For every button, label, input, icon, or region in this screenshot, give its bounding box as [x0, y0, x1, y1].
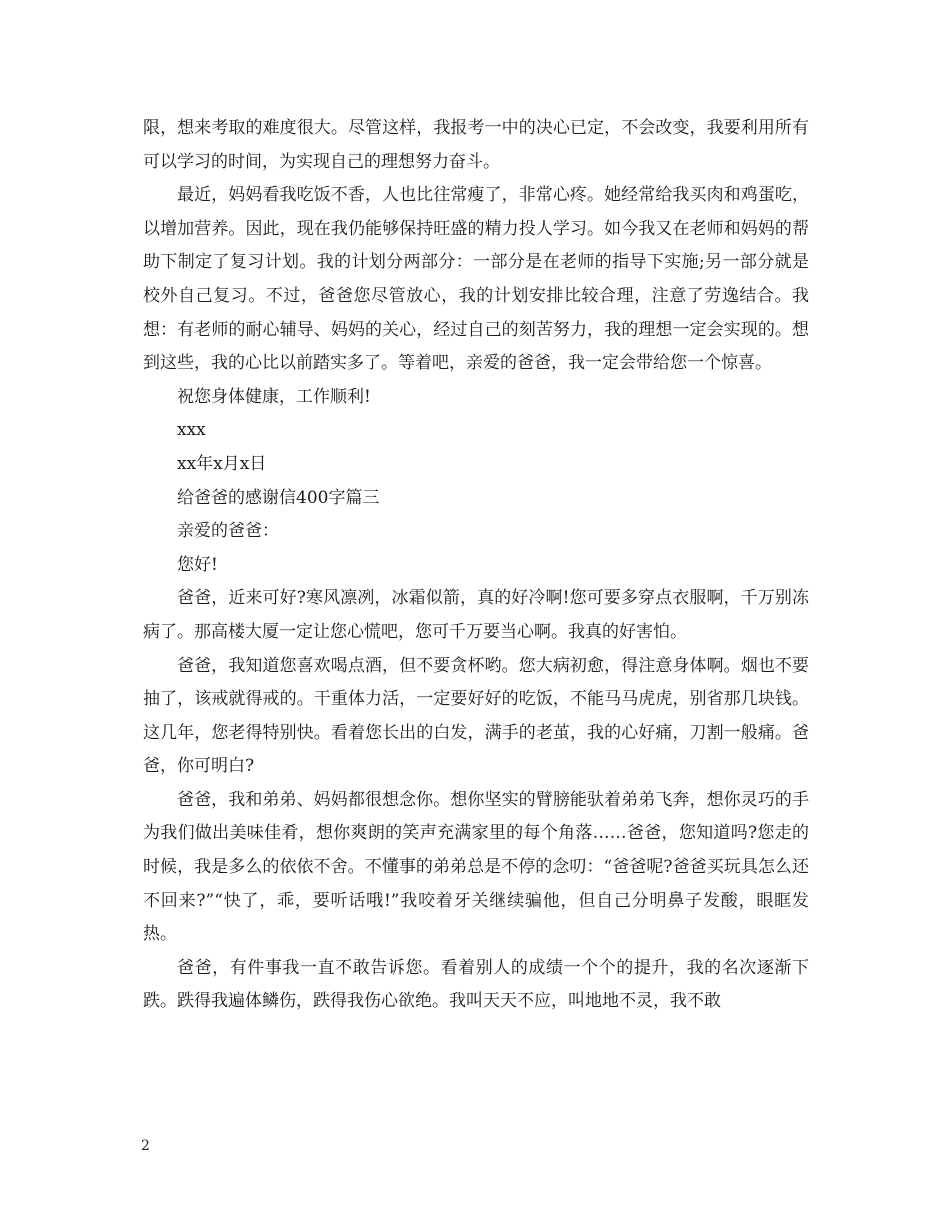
greeting: 您好!: [177, 554, 218, 575]
paragraph-confession: 爸爸，有件事我一直不敢告诉您。看着别人的成绩一个个的提升，我的名次逐渐下跌。跌得我遍体鳞伤，跌得我伤心欲绝。我叫天天不应，叫地地不灵，我不敢: [143, 957, 809, 1012]
section-title: 给爸爸的感谢信400字篇三: [177, 487, 380, 508]
closing-wish: 祝您身体健康，工作顺利!: [177, 386, 371, 407]
signature-name: xxx: [177, 420, 206, 441]
paragraph-mother-care: 最近，妈妈看我吃饭不香，人也比往常瘦了，非常心疼。她经常给我买肉和鸡蛋吃，以增加营养。因此，现在我仍能够保持旺盛的精力投人学习。如今我又在老师和妈妈的帮助下制定了复习计划。我的计划分两部分：一部分是在老师的指导下实施;另一部分就是校外自己复习。不过，爸爸您尽管放心，我的计划安排比较合理，注意了劳逸结合。我想：有老师的耐心辅导、妈妈的关心，经过自己的刻苦努力，我的理想一定会实现的。想到这些，我的心比以前踏实多了。等着吧，亲爱的爸爸，我一定会带给您一个惊喜。: [143, 185, 809, 374]
salutation: 亲爱的爸爸：: [177, 521, 279, 542]
paragraph-weather: 爸爸，近来可好?寒风凛冽，冰霜似箭，真的好冷啊!您可要多穿点衣服啊，千万别冻病了。那高楼大厦一定让您心慌吧，您可千万要当心啊。我真的好害怕。: [143, 588, 809, 642]
paragraph-continuation: 限，想来考取的难度很大。尽管这样，我报考一中的决心已定，不会改变，我要利用所有可以学习的时间，为实现自己的理想努力奋斗。: [143, 118, 809, 172]
signature-date: xx年x月x日: [177, 453, 267, 474]
page-number: 2: [141, 1138, 150, 1154]
paragraph-missing: 爸爸，我和弟弟、妈妈都很想念你。想你坚实的臂膀能驮着弟弟飞奔，想你灵巧的手为我们做出美味佳肴，想你爽朗的笑声充满家里的每个角落……爸爸，您知道吗?您走的时候，我是多么的依依不舍。不懂事的弟弟总是不停的念叨：“爸爸呢?爸爸买玩具怎么还不回来?”“快了，乖，要听话哦!”我咬着牙关继续骗他，但自己分明鼻子发酸，眼眶发热。: [143, 789, 809, 945]
paragraph-health: 爸爸，我知道您喜欢喝点酒，但不要贪杯哟。您大病初愈，得注意身体啊。烟也不要抽了，该戒就得戒的。干重体力活，一定要好好的吃饭，不能马马虎虎，别省那几块钱。这几年，您老得特别快。看着您长出的白发，满手的老茧，我的心好痛，刀割一般痛。爸爸，你可明白?: [143, 655, 809, 777]
letter-body: [143, 112, 809, 1019]
